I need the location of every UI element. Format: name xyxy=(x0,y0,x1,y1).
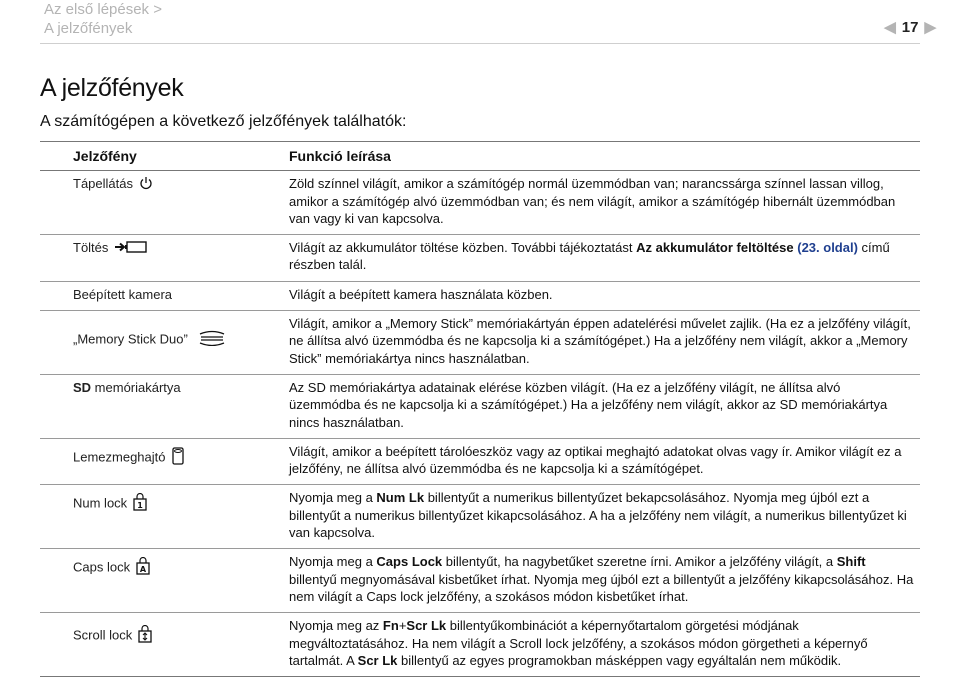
key-name: Scr Lk xyxy=(406,618,447,634)
column-header-description: Funkció leírása xyxy=(289,148,391,164)
caps-lock-icon xyxy=(136,557,150,579)
indicator-name: Caps lock xyxy=(73,559,131,575)
breadcrumb xyxy=(44,0,162,38)
power-icon xyxy=(139,176,153,194)
description-text: Nyomja meg a xyxy=(289,554,377,570)
page-number: 17 xyxy=(901,18,919,36)
indicator-cell xyxy=(40,281,281,310)
indicator-cell xyxy=(40,485,281,549)
description-cell xyxy=(281,485,920,549)
indicator-name: Töltés xyxy=(73,240,109,256)
description-text: billentyűt a numerikus billentyűzet bekapcsolásához. Nyomja meg újból ezt a billentyűt a numerikus billentyűzet kikapcsolásához. A ha a jelzőfény nem világít, a numerikus billentyűzet ki van kapcsolva. xyxy=(289,490,907,541)
indicator-name: Scroll lock xyxy=(73,627,133,643)
table-header-row xyxy=(40,142,920,171)
table-row xyxy=(40,613,920,677)
indicator-cell xyxy=(40,549,281,613)
key-name: Scr Lk xyxy=(357,652,398,668)
table-row xyxy=(40,311,920,375)
battery-charge-icon xyxy=(114,240,148,258)
table-row xyxy=(40,281,920,310)
svg-text:A: A xyxy=(139,565,147,575)
key-name: Num Lk xyxy=(376,490,425,506)
breadcrumb-parent[interactable]: Az első lépések > xyxy=(44,1,162,18)
page-title: A jelzőfények xyxy=(40,74,184,102)
description-cell: Az SD memóriakártya adatainak elérése közben világít. (Ha ez a jelzőfény világít, ne állítsa alvó üzemmódba és ne kapcsolja ki a számítógépet.) Ha a jelzőfény nem világít, akkor az SD memóriakártya nincs használatban. xyxy=(289,379,888,430)
table-row xyxy=(40,235,920,282)
header-divider xyxy=(40,43,920,44)
breadcrumb-current: A jelzőfények xyxy=(44,20,133,37)
table-row xyxy=(40,485,920,549)
indicator-name-bold: SD xyxy=(73,379,92,395)
description-text: billentyűt, ha nagybetűket szeretne írni. Amikor a jelzőfény világít, a xyxy=(442,554,837,570)
num-lock-icon xyxy=(133,493,147,515)
indicator-cell xyxy=(40,171,281,235)
description-text: Nyomja meg a xyxy=(289,490,377,506)
memory-stick-icon xyxy=(198,330,226,350)
description-cell: Zöld színnel világít, amikor a számítógép normál üzemmódban van; narancssárga színnel lassan villog, amikor a számítógép alvó üzemmódban van; és nem világít, amikor a számítógép hibernált üzemmódban van vagy ki van kapcsolva. xyxy=(289,176,896,226)
indicator-name: „Memory Stick Duo” xyxy=(73,331,188,347)
previous-page-icon[interactable]: ◀ xyxy=(884,19,896,36)
description-text: című részben talál. xyxy=(289,240,890,273)
description-text: Nyomja meg az xyxy=(289,618,383,634)
key-name: Caps Lock xyxy=(376,554,443,570)
key-name: Shift xyxy=(836,554,866,570)
indicator-name: Tápellátás xyxy=(73,176,133,192)
description-text: Világít az akkumulátor töltése közben. További tájékoztatást xyxy=(289,240,637,256)
indicator-name: Lemezmeghajtó xyxy=(73,449,166,465)
description-cell xyxy=(281,613,920,677)
cross-reference-title: Az akkumulátor feltöltése xyxy=(636,240,794,256)
table-row xyxy=(40,171,920,235)
indicator-cell xyxy=(40,235,281,282)
next-page-icon[interactable]: ▶ xyxy=(924,19,936,36)
indicator-cell xyxy=(40,374,281,438)
description-cell xyxy=(281,235,920,282)
description-text: billentyű az egyes programokban másképpen vagy egyáltalán nem működik. xyxy=(397,652,842,668)
indicator-cell xyxy=(40,613,281,677)
key-combo-plus: + xyxy=(398,618,407,634)
description-cell xyxy=(281,549,920,613)
description-cell: Világít a beépített kamera használata közben. xyxy=(289,286,553,302)
page-reference-link[interactable]: (23. oldal) xyxy=(797,240,858,256)
indicator-name: Beépített kamera xyxy=(73,286,172,302)
column-header-indicator: Jelzőfény xyxy=(73,148,137,164)
table-row xyxy=(40,374,920,438)
description-text: billentyű megnyomásával kisbetűket írhat. Nyomja meg újból ezt a billentyűt a jelzőfény kikapcsolásához. Ha nem világít a Caps lock jelzőfény, a szokásos módon kisbetűket írhat. xyxy=(289,571,914,604)
svg-text:1: 1 xyxy=(137,501,143,511)
indicator-cell xyxy=(40,311,281,375)
scroll-lock-icon xyxy=(138,625,152,647)
description-text: billentyűkombinációt a képernyőtartalom görgetési módjának megváltoztatásához. Ha nem világít a Scroll lock jelzőfény, a szokásos módon görgetheti a képernyő tartalmát. A xyxy=(289,618,868,668)
table-row xyxy=(40,438,920,485)
page-subtitle: A számítógépen a következő jelzőfények találhatók: xyxy=(40,113,407,130)
indicator-name: memóriakártya xyxy=(91,379,181,395)
key-name: Fn xyxy=(382,618,399,634)
indicator-cell xyxy=(40,438,281,485)
table-row xyxy=(40,549,920,613)
description-cell: Világít, amikor a „Memory Stick” memóriakártyán éppen adatelérési művelet zajlik. (Ha ez a jelzőfény világít, ne állítsa alvó üzemmódba és ne kapcsolja ki a számítógépet.) Ha a jelzőfény nem világít, akkor a „Memory Stick” memóriakártya nincs használatban. xyxy=(289,316,911,366)
page-navigation xyxy=(884,18,936,36)
indicator-name: Num lock xyxy=(73,496,128,512)
disk-drive-icon xyxy=(172,447,184,469)
indicator-table xyxy=(40,141,920,677)
description-cell: Világít, amikor a beépített tárolóeszköz vagy az optikai meghajtó adatokat olvas vagy ír. Amikor világít ez a jelzőfény, ne állítsa alvó üzemmódba és ne kapcsolja ki a számítógépet. xyxy=(289,443,902,477)
